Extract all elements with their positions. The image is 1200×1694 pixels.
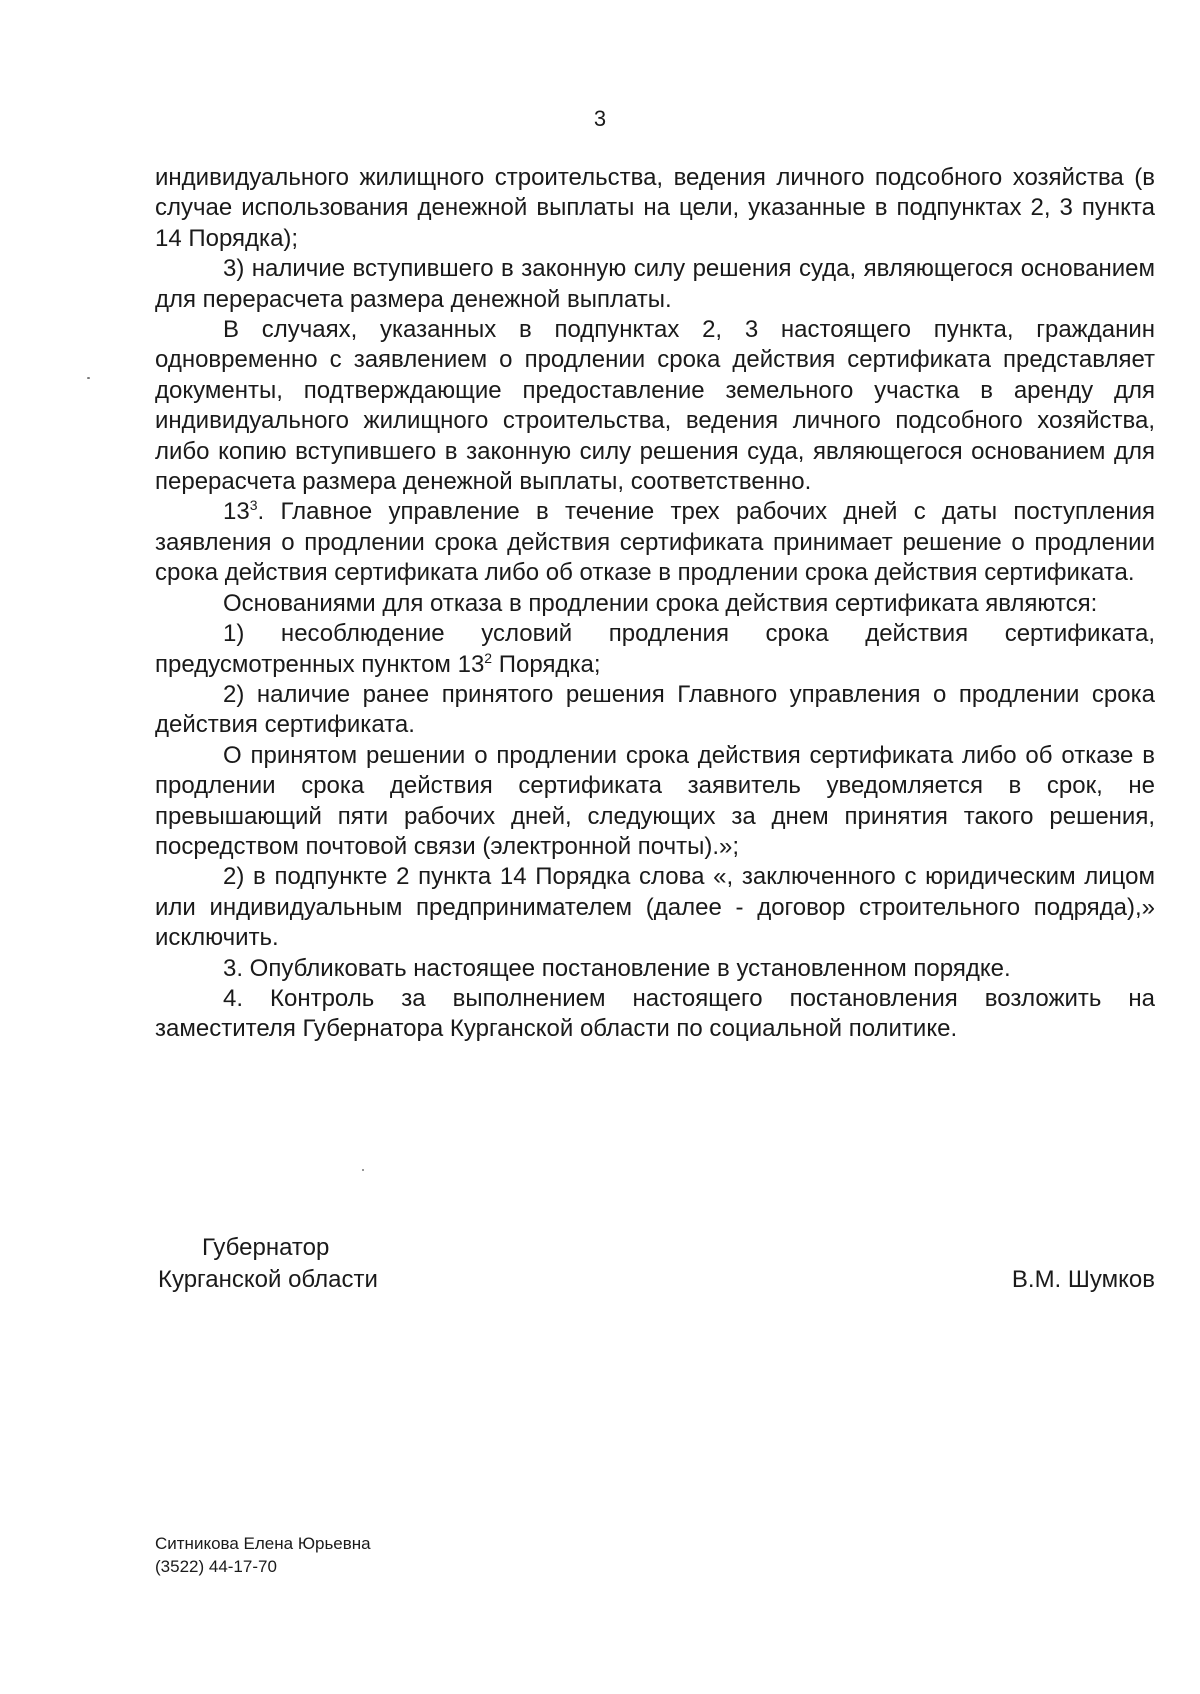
paragraph-text: О принятом решении о продлении срока действия сертификата либо об отказе в продлении срока действия сертификата заявитель уведомляется в срок, не превышающий пяти рабочих дней, следующих за днем принятия такого решения, посредством почтовой связи (электронной почты).»;	[155, 741, 1155, 860]
scan-speck	[87, 377, 90, 379]
paragraph	[155, 163, 1155, 254]
paragraph	[155, 680, 1155, 741]
paragraph	[155, 315, 1155, 497]
executor-phone: (3522) 44-17-70	[155, 1557, 277, 1576]
paragraph	[155, 619, 1155, 680]
paragraph	[155, 862, 1155, 953]
executor-name: Ситникова Елена Юрьевна	[155, 1534, 371, 1553]
signatory-title: Губернатор	[202, 1234, 330, 1261]
paragraph-text: 13	[223, 498, 250, 526]
paragraph	[155, 984, 1155, 1045]
document-body	[155, 163, 1155, 1045]
paragraph-text: 2) наличие ранее принятого решения Главного управления о продлении срока действия сертификата.	[155, 680, 1155, 739]
executor-info	[155, 1532, 371, 1578]
paragraph	[155, 497, 1155, 588]
paragraph	[155, 741, 1155, 863]
paragraph-text: 3. Опубликовать настоящее постановление в установленном порядке.	[223, 954, 1011, 982]
paragraph	[155, 954, 1155, 984]
paragraph-text: В случаях, указанных в подпунктах 2, 3 настоящего пункта, гражданин одновременно с заявлением о продлении срока действия сертификата представляет документы, подтверждающие предоставление земельного участка в аренду для индивидуального жилищного строительства, ведения личного подсобного хозяйства, либо копию вступившего в законную силу решения суда, являющегося основанием для перерасчета размера денежной выплаты, соответственно.	[155, 316, 1155, 496]
superscript: 3	[249, 497, 258, 514]
paragraph-text: Основаниями для отказа в продлении срока действия сертификата являются:	[223, 589, 1098, 617]
paragraph-text: 3) наличие вступившего в законную силу решения суда, являющегося основанием для перерасчета размера денежной выплаты.	[155, 255, 1155, 313]
paragraph	[155, 254, 1155, 315]
scan-speck	[362, 1169, 364, 1171]
paragraph	[155, 589, 1155, 619]
signatory-position	[158, 1232, 378, 1296]
superscript: 2	[484, 649, 493, 666]
paragraph-text: 1) несоблюдение условий продления срока действия сертификата, предусмотренных пунктом 13	[155, 620, 1155, 678]
paragraph-text: . Главное управление в течение трех рабочих дней с даты поступления заявления о продлении срока действия сертификата принимает решение о продлении срока действия сертификата либо об отказе в продлении срока действия сертификата.	[155, 498, 1155, 587]
paragraph-text: 4. Контроль за выполнением настоящего постановления возложить на заместителя Губернатора Курганской области по социальной политике.	[155, 984, 1155, 1043]
signatory-name: В.М. Шумков	[1011, 1266, 1155, 1293]
paragraph-text: индивидуального жилищного строительства, ведения личного подсобного хозяйства (в случае использования денежной выплаты на цели, указанные в подпунктах 2, 3 пункта 14 Порядка);	[155, 164, 1155, 252]
signatory-region: Курганской области	[158, 1266, 378, 1293]
paragraph-text: Порядка;	[492, 650, 601, 678]
paragraph-text: 2) в подпункте 2 пункта 14 Порядка слова «, заключенного с юридическим лицом или индивидуальным предпринимателем (далее - договор строительного подряда),» исключить.	[155, 863, 1155, 952]
page-number: 3	[593, 106, 607, 131]
